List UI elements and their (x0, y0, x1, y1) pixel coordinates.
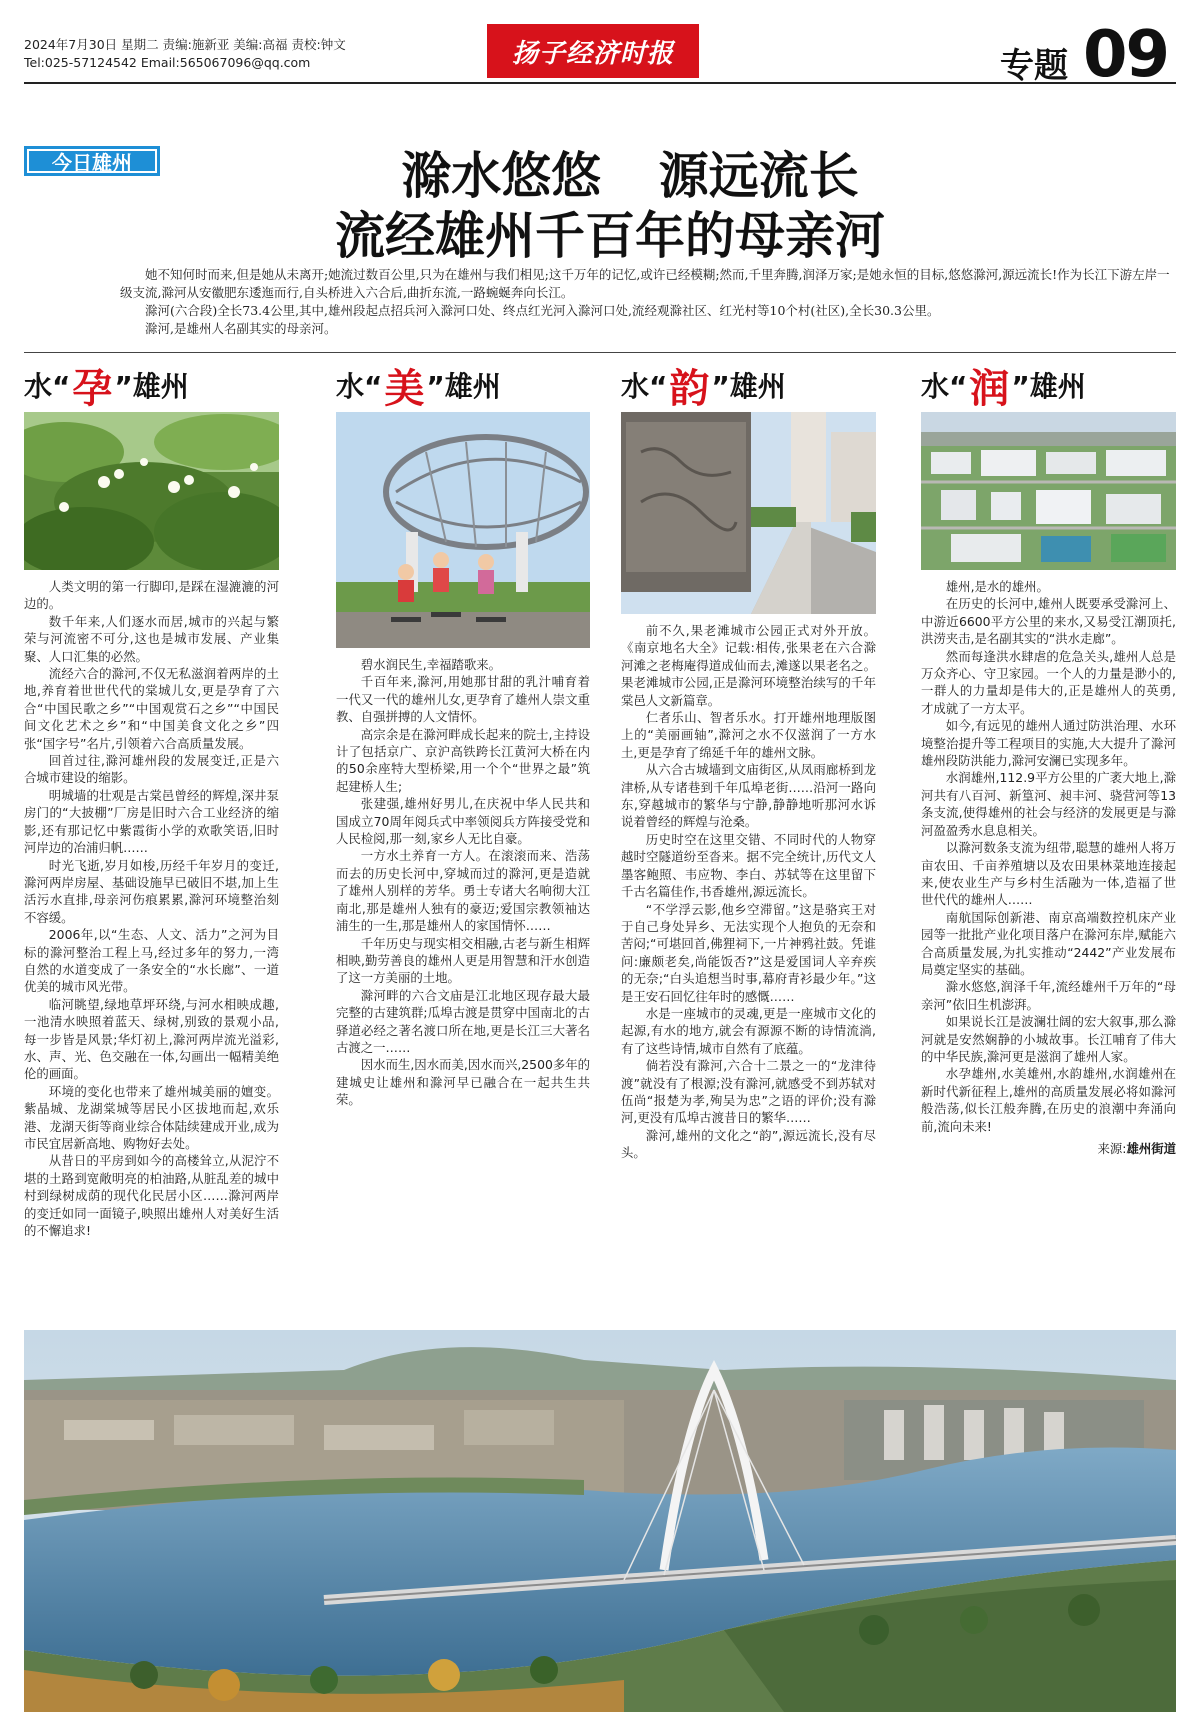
photo-industrial-park (921, 412, 1176, 570)
heading-highlight: 润 (969, 365, 1010, 412)
photo-green-plants-image (24, 412, 279, 570)
paragraph: 历史时空在这里交错、不同时代的人物穿越时空隧道纷至沓来。据不完全统计,历代文人墨客鲍照、韦应物、李白、苏轼等在这里留下千古名篇佳作,书香雄州,源远流长。 (621, 831, 876, 900)
photo-aerial-river-bridge-image (24, 1330, 1176, 1712)
heading-suffix: ”雄州 (1011, 370, 1086, 403)
page-number: 09 (1083, 18, 1169, 92)
paragraph: 千年历史与现实相交相融,古老与新生相辉相映,勤劳善良的雄州人更是用智慧和汗水创造了这一方美丽的土地。 (336, 935, 590, 986)
paragraph: 仁者乐山、智者乐水。打开雄州地理版图上的“美丽画轴”,滁河之水不仅滋润了一方水土,更是孕育了绵延千年的雄州文脉。 (621, 710, 876, 760)
paragraph: 在历史的长河中,雄州人既要承受滁河上、中游近6600平方公里的来水,又易受江潮顶托,洪涝夹击,是名副其实的“洪水走廊”。 (921, 596, 1176, 647)
column-tag: 今日雄州 (24, 146, 160, 176)
paragraph: 水是一座城市的灵魂,更是一座城市文化的起源,有水的地方,就会有源源不断的诗情流淌,有了这些诗情,城市自然有了底蕴。 (621, 1005, 876, 1056)
column-heading (621, 360, 876, 410)
paragraph: 雄州,是水的雄州。 (945, 579, 1049, 594)
lead-text-3: 滁河,是雄州人名副其实的母亲河。 (145, 321, 337, 336)
photo-city-street (621, 412, 876, 614)
paragraph: 滁河畔的六合文庙是江北地区现存最大最完整的古建筑群;瓜埠古渡是贯穿中国南北的古驿道必经之著名渡口所在地,更是长江三大著名古渡之一…… (336, 987, 590, 1055)
lead-text-1: 她不知何时而来,但是她从未离开;她流过数百公里,只为在雄州与我们相见;这千万年的记忆,或许已经模糊;然而,千里奔腾,润泽万家;是她永恒的目标,悠悠滁河,源远流长!作为长江下游左岸一级支流,滁河从安徽肥东逶迤而行,自头桥进入六合后,曲折东流,一路蜿蜒奔向长江。 (120, 267, 1170, 300)
section-divider (24, 352, 1176, 353)
masthead-divider (24, 82, 1176, 84)
headline-line-1: 滁水悠悠 源远流长 (401, 147, 859, 205)
paragraph: 如今,有远见的雄州人通过防洪治理、水环境整治提升等工程项目的实施,大大提升了滁河雄州段防洪能力,滁河安澜已实现多年。 (921, 718, 1176, 769)
headline-line-2: 流经雄州千百年的母亲河 (335, 207, 885, 265)
column-body (921, 578, 1176, 1135)
column-yun-rhyme (621, 360, 876, 1162)
section-label: 专题 (1000, 46, 1068, 86)
heading-suffix: ”雄州 (426, 370, 501, 403)
paragraph: 碧水润民生,幸福踏歌来。 (360, 657, 502, 672)
newspaper-logo (487, 24, 699, 78)
lead-paragraph (120, 266, 1176, 338)
paragraph: 数千年来,人们逐水而居,城市的兴起与繁荣与河流密不可分,这也是城市发展、产业集聚、人口汇集的必然。 (24, 613, 279, 664)
paragraph: 时光飞逝,岁月如梭,历经千年岁月的变迁,滁河两岸房屋、基础设施早已破旧不堪,加上生活污水直排,母亲河伤痕累累,滁河环境整治刻不容缓。 (24, 857, 279, 925)
column-mei (336, 360, 590, 1109)
column-body (621, 622, 876, 1162)
photo-aerial-river-bridge (24, 1330, 1176, 1712)
paragraph: 回首过往,滁河雄州段的发展变迁,正是六合城市建设的缩影。 (24, 753, 279, 786)
source-name: 雄州街道 (1126, 1141, 1176, 1156)
masthead-date-editors: 2024年7月30日 星期二 责编:施新亚 美编:高福 责校:钟文 (24, 37, 346, 52)
paragraph: 南航国际创新港、南京高端数控机床产业园等一批批产业化项目落户在滁河东岸,赋能六合高质量发展,为扎实推动“2442”产业发展布局奠定坚实的基础。 (921, 909, 1176, 977)
photo-children-park (336, 412, 590, 648)
heading-suffix: ”雄州 (114, 370, 189, 403)
paragraph: 流经六合的滁河,不仅无私滋润着两岸的土地,养育着世世代代的棠城儿女,更是孕育了六合“中国民歌之乡”“中国观赏石之乡”“中国民间文化艺术之乡”和“中国美食文化之乡”四张“国字号”名片,引领着六合高质量发展。 (24, 666, 279, 751)
photo-green-plants (24, 412, 279, 570)
column-heading (24, 360, 279, 410)
paragraph: 临河眺望,绿地草坪环绕,与河水相映成趣,一池清水映照着蓝天、绿树,别致的景观小品,每一步皆是风景;华灯初上,滁河两岸流光溢彩,水、声、光、色交融在一体,勾画出一幅精美绝伦的画面。 (24, 996, 279, 1082)
heading-prefix: 水“ (621, 370, 668, 403)
paragraph: 水孕雄州,水美雄州,水韵雄州,水润雄州在新时代新征程上,雄州的高质量发展必将如滁河般浩荡,似长江般奔腾,在历史的浪潮中奔涌向前,流向未来! (921, 1066, 1176, 1134)
paragraph: 因水而生,因水而美,因水而兴,2500多年的建城史让雄州和滁河早已融合在一起共生共荣。 (336, 1057, 591, 1108)
photo-city-street-image (621, 412, 876, 614)
heading-suffix: ”雄州 (711, 370, 786, 403)
column-body (336, 656, 590, 1109)
masthead-info (24, 36, 346, 72)
paragraph: 然而每逢洪水肆虐的危急关头,雄州人总是万众齐心、守卫家园。一个人的力量是渺小的,一群人的力量却是伟大的,正是雄州人的英勇,才成就了一方太平。 (921, 648, 1176, 716)
paragraph: 如果说长江是波澜壮阔的宏大叙事,那么滁河就是安然娴静的小城故事。长江哺育了伟大的中华民族,滁河更是滋润了雄州人家。 (921, 1014, 1176, 1064)
photo-industrial-park-image (921, 412, 1176, 570)
paragraph: 2006年,以“生态、人文、活力”之河为目标的滁河整治工程上马,经过多年的努力,一湾自然的水道变成了一条安全的“水长廊”、一道优美的城市风光带。 (24, 927, 279, 995)
source-label: 来源: (1097, 1141, 1127, 1156)
column-yun (24, 360, 279, 1239)
photo-children-park-image (336, 412, 590, 648)
paragraph: 倘若没有滁河,六合十二景之一的“龙津待渡”就没有了根源;没有滁河,就感受不到苏轼对伍尚“报楚为孝,殉吴为忠”之语的评价;没有滁河,更没有瓜埠古渡昔日的繁华…… (621, 1058, 876, 1126)
paragraph: 环境的变化也带来了雄州城美丽的嬗变。紫晶城、龙湖棠城等居民小区拔地而起,欢乐港、龙湖天街等商业综合体陆续建成开业,成为市民宜居新高地、购物好去处。 (24, 1083, 279, 1151)
lead-text-2: 滁河(六合段)全长73.4公里,其中,雄州段起点招兵河入滁河口处、终点红光河入滁河口处,流经观滁社区、红光村等10个村(社区),全长30.3公里。 (145, 303, 940, 318)
heading-prefix: 水“ (336, 370, 383, 403)
heading-highlight: 美 (384, 365, 425, 412)
paragraph: 人类文明的第一行脚印,是踩在湿漉漉的河边的。 (24, 579, 279, 612)
paragraph: 水润雄州,112.9平方公里的广袤大地上,滁河共有八百河、新篁河、昶丰河、骁营河等13条支流,使得雄州的社会与经济的发展更是与滁河盈盈秀水息息相关。 (921, 770, 1176, 838)
paragraph: 滁河,雄州的文化之“韵”,源远流长,没有尽头。 (621, 1127, 876, 1161)
column-heading (336, 360, 590, 410)
heading-highlight: 韵 (669, 365, 710, 412)
paragraph: 滁水悠悠,润泽千年,流经雄州千万年的“母亲河”依旧生机澎湃。 (921, 979, 1176, 1012)
heading-prefix: 水“ (921, 370, 968, 403)
masthead (0, 0, 1200, 96)
column-body (24, 578, 279, 1239)
column-run (921, 360, 1176, 1157)
paragraph: 明城墙的壮观是古棠邑曾经的辉煌,深井泵房门的“大披棚”厂房是旧时六合工业经济的缩影,还有那记忆中紫霞街小学的欢歌笑语,旧时河岸边的冶浦归帆…… (24, 787, 279, 856)
newspaper-logo-text: 扬子经济时报 (511, 38, 674, 69)
paragraph: 从六合古城墙到文庙街区,从凤雨廊桥到龙津桥,从专诸巷到千年瓜埠老街……沿河一路向东,穿越城市的繁华与宁静,静静地听那河水诉说着曾经的辉煌与沧桑。 (621, 762, 876, 830)
paragraph: 千百年来,滁河,用她那甘甜的乳汁哺育着一代又一代的雄州儿女,更孕育了雄州人崇文重教、自强拼搏的人文情怀。 (336, 674, 590, 725)
heading-highlight: 孕 (72, 365, 113, 412)
paragraph: 张建强,雄州好男儿,在庆祝中华人民共和国成立70周年阅兵式中率领阅兵方阵接受党和人民检阅,那一刻,家乡人无比自豪。 (336, 796, 590, 847)
paragraph: 从昔日的平房到如今的高楼耸立,从泥泞不堪的土路到宽敞明亮的柏油路,从脏乱差的城中村到绿树成荫的现代化民居小区……滁河两岸的变迁如同一面镜子,映照出雄州人对美好生活的不懈追求! (24, 1153, 279, 1239)
masthead-contact: Tel:025-57124542 Email:565067096@qq.com (24, 55, 311, 70)
paragraph: 高宗余是在滁河畔成长起来的院士,主持设计了包括京广、京沪高铁跨长江黄河大桥在内的50余座特大型桥梁,用一个个“世界之最”筑起建桥人生; (336, 726, 590, 794)
column-heading (921, 360, 1176, 410)
article-source (921, 1139, 1176, 1157)
heading-prefix: 水“ (24, 370, 71, 403)
paragraph: 前不久,果老滩城市公园正式对外开放。《南京地名大全》记载:相传,张果老在六合滁河滩之老梅庵得道成仙而去,滩遂以果老名之。果老滩城市公园,正是滁河环境整治续写的千年棠邑人文新篇章。 (621, 623, 876, 708)
paragraph: 一方水土养育一方人。在滚滚而来、浩荡而去的历史长河中,穿城而过的滁河,更是造就了雄州人别样的芳华。勇士专诸大名响彻大江南北,那是雄州人独有的豪迈;爱国宗教领袖达浦生的一生,那是雄州人的家国情怀…… (336, 848, 590, 934)
paragraph: 以滁河数条支流为纽带,聪慧的雄州人将万亩农田、千亩养殖塘以及农田果林菜地连接起来,使农业生产与乡村生活融为一体,造福了世世代代的雄州人…… (921, 840, 1176, 908)
paragraph: “不学浮云影,他乡空滞留。”这是骆宾王对于自己身处异乡、无法实现个人抱负的无奈和苦闷;“可堪回首,佛狸祠下,一片神鸦社鼓。凭谁问:廉颇老矣,尚能饭否?”这是爱国词人辛弃疾的无奈;“白头追想当时事,幕府青衫最少年。”这是王安石回忆往年时的感慨…… (621, 901, 876, 1004)
